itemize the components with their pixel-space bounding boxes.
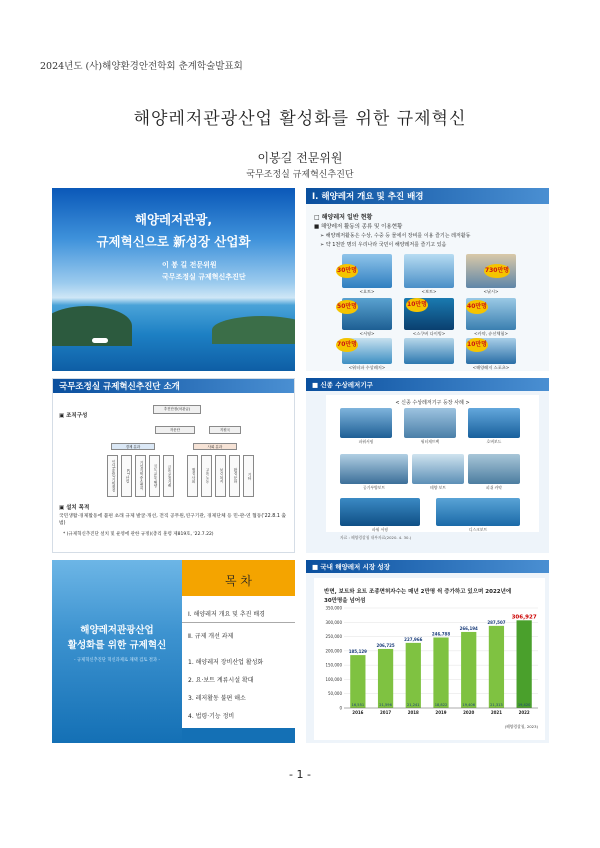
org-economy-division: 경제 분과 (111, 443, 155, 450)
photo-power-surfing (340, 408, 392, 438)
page-number: - 1 - (289, 768, 311, 781)
overview-bullet: ➢ 해양레저활동은 수상, 수중 등 물에서 장비를 이용 즐기는 레저활동 (320, 233, 471, 239)
source-note: 자료 : 해양경찰청 내부자료(2020. 4. 30.) (340, 535, 412, 540)
slide-cover (52, 188, 295, 371)
y-tick-label: 300,000 (325, 619, 342, 625)
bar-inner-label: 21,241 (406, 703, 420, 707)
toc-cover-title2: 활성화를 위한 규제혁신 (67, 640, 167, 651)
bar-inner-label: 19,406 (462, 703, 476, 707)
org-unit: 행정·사회 (187, 455, 198, 497)
caption: <카약, 슈선체험> (474, 331, 508, 336)
bar-inner-label: 18,822 (434, 703, 448, 707)
org-unit: 기업지원·중소벤처 (135, 455, 146, 497)
photo-solar-boat (412, 454, 464, 484)
section-bar (306, 378, 549, 391)
examples-title: < 신종 수상레저기구 등장 사례 > (395, 400, 470, 406)
badge-surfing: 50만명 (336, 300, 358, 314)
cover-presenter: 이 봉 길 전문위원 (162, 261, 217, 269)
org-unit: 인사(총괄)·기획재정 (107, 455, 118, 497)
bar-value-label: 227,966 (404, 636, 423, 642)
toc-item: 3. 레저활동 불편 해소 (188, 695, 246, 702)
author-affiliation: 국무조정실 규제혁신추진단 (246, 170, 354, 180)
item-caption: 공기부양보트 (362, 485, 385, 490)
photo-jetski (404, 338, 454, 364)
item-caption: 파워 서핑 (372, 527, 388, 532)
y-tick-label: 200,000 (325, 648, 342, 654)
toc-cover-title1: 해양레저관광산업 (80, 625, 154, 636)
caption: <보트> (421, 289, 437, 294)
section-title: 국무조정실 규제혁신추진단 소개 (59, 382, 180, 392)
org-unit: 기타 (243, 455, 254, 497)
toc-item: Ⅰ. 해양레저 개요 및 추진 배경 (188, 611, 265, 618)
toc-item: 4. 법령·기능 정비 (188, 713, 235, 720)
photo-water-jetpack (404, 408, 456, 438)
chart-desc-line1: 반면, 보트와 요트 조종면허자수는 매년 2만명 씩 증가하고 있으며 2022년에 (324, 589, 512, 595)
org-unit: 보건·복지 (215, 455, 226, 497)
item-caption: 디스크보트 (468, 527, 488, 532)
slide-toc (52, 560, 295, 743)
item-caption: 테양 보트 (430, 485, 446, 490)
org-unit: 고용·노동 (201, 455, 212, 497)
bar (433, 637, 448, 708)
bar-inner-label: 21,313 (490, 703, 503, 707)
bar-value-label: 185,129 (348, 649, 367, 655)
bar (517, 620, 532, 708)
bar-value-label: 206,725 (376, 642, 395, 648)
bar (406, 643, 421, 708)
photo-hoverboard (468, 408, 520, 438)
photo-disc-boat (436, 498, 520, 526)
x-tick-label: 2022 (518, 710, 530, 715)
item-caption: 파워서핑 (358, 439, 374, 444)
badge-sports: 10만명 (466, 338, 488, 352)
y-tick-label: 0 (339, 705, 342, 711)
x-tick-label: 2019 (435, 710, 447, 715)
bar (378, 649, 393, 708)
badge-yacht: 30만명 (336, 264, 358, 278)
boat-shape (92, 338, 108, 343)
bar-value-label: 266,194 (459, 625, 478, 631)
purpose-label: ▣ 설치 목적 (59, 505, 90, 511)
x-tick-label: 2017 (380, 710, 392, 715)
slide-overview (306, 188, 549, 371)
org-head-label: 추진단장 (163, 407, 178, 411)
conference-header: 2024년도 (사)해양환경안전학회 춘계학술발표회 (40, 61, 243, 72)
item-caption: 워터제트팩 (420, 439, 440, 444)
license-bar-chart (306, 560, 549, 743)
item-caption: 호버보드 (486, 439, 502, 444)
bar-inner-label: 16,551 (351, 703, 365, 707)
badge-waterpark: 70만명 (336, 338, 358, 352)
badge-fishing: 730만명 (484, 264, 510, 278)
caption: <워터파 수상레저> (348, 365, 386, 370)
slide-market-growth (306, 560, 549, 743)
purpose-text: 국민생활·경제활동에 불편 초래 규제 발굴·개선, 전직 공무원,연구기관, 경제단체 등 민-관-연 협동('22.8.1 출범) (59, 514, 287, 526)
y-tick-label: 350,000 (325, 605, 342, 611)
bar (350, 655, 365, 708)
toc-cover-sub: - 규제혁신추진단 혁신과제로 채택 검토 결과 - (73, 658, 160, 663)
toc-divider (182, 622, 295, 623)
x-tick-label: 2021 (490, 710, 502, 715)
cover-title-line1: 해양레저관광, (134, 212, 213, 227)
chart-desc-line2: 30만명을 넘어섬 (324, 598, 366, 604)
org-society-division: 사회 분과 (193, 443, 237, 450)
toc-title: 목 차 (225, 574, 252, 588)
section-title: ■ 국내 해양레저 시장 성장 (312, 563, 390, 571)
org-unit: 금융·공정거래 (163, 455, 174, 497)
cover-org: 국무조정실 규제혁신추진단 (162, 273, 246, 281)
x-tick-label: 2016 (352, 710, 364, 715)
island-shape (212, 316, 295, 344)
y-tick-label: 50,000 (328, 691, 342, 697)
cover-title-line2: 규제혁신으로 新성장 산업화 (96, 234, 251, 249)
badge-scuba: 10만명 (406, 298, 428, 312)
overview-bullet: ➢ 약 1천만 명의 우리나라 국민이 해양레저를 즐기고 있음 (320, 242, 447, 248)
y-tick-label: 150,000 (325, 662, 342, 668)
y-tick-label: 250,000 (325, 634, 342, 640)
caption: <낚시> (483, 289, 499, 294)
item-caption: 피쉬 카약 (486, 485, 502, 490)
section-title: Ⅰ. 해양레저 개요 및 추진 배경 (312, 192, 424, 202)
slide-new-craft (306, 378, 549, 553)
bar (461, 632, 476, 708)
section-bar (306, 188, 549, 204)
y-tick-label: 100,000 (325, 676, 342, 682)
author-name: 이봉길 전문위원 (257, 151, 343, 165)
toc-item: 2. 요·보트 계류시설 확대 (188, 677, 254, 684)
caption: <서핑> (359, 331, 375, 336)
purpose-note: * (규제혁신추진단 설치 및 운영에 관한 규정)(총리 훈령 제819호, '22.7.22) (63, 532, 214, 537)
org-unit: 국토·교통·해양 (149, 455, 160, 497)
overview-heading: □ 해양레저 일반 현황 (314, 214, 373, 221)
photo-fish-kayak (468, 454, 520, 484)
section-title: ■ 신종 수상레저기구 (312, 381, 373, 389)
caption: <요트> (359, 289, 375, 294)
photo-boat (404, 254, 454, 288)
bar-value-label: 287,507 (487, 619, 506, 625)
toc-item: 1. 해양레저 장비산업 활성화 (188, 659, 264, 666)
org-head-sub: (차관급) (177, 407, 191, 411)
bar-inner-label: 21,596 (379, 703, 392, 707)
bar-value-label: 246,788 (431, 631, 451, 637)
org-advisory: 자문단 (155, 426, 195, 434)
x-tick-label: 2018 (407, 710, 419, 715)
org-unit: 환경·문화 (229, 455, 240, 497)
photo-power-surfing-2 (340, 498, 420, 526)
toc-footer-bar (182, 728, 295, 743)
org-head (153, 405, 201, 414)
photo-air-boat (340, 454, 408, 484)
paper-title: 해양레저관광산업 활성화를 위한 규제혁신 (133, 109, 467, 129)
bar-inner-label: 19,420 (517, 703, 531, 707)
toc-cover-panel (52, 560, 182, 743)
section-bar (53, 379, 294, 393)
caption: <해양레저 스포츠> (472, 365, 510, 370)
caption: <스쿠버 다이빙> (412, 331, 446, 336)
badge-kayak: 40만명 (466, 300, 488, 314)
slide-org-intro (52, 378, 295, 553)
bar (489, 626, 504, 708)
org-unit: ICT·산업 (121, 455, 132, 497)
bar-value-label: 306,927 (511, 614, 537, 621)
chart-source: (해양경찰청, 2023) (504, 724, 538, 729)
org-support: 지원국 (209, 426, 241, 434)
toc-item: Ⅱ. 규제 개선 과제 (188, 633, 234, 640)
org-label: ▣ 조직구성 (59, 413, 88, 419)
overview-subheading: ■ 해양레저 활동의 종류 및 이용현황 (314, 224, 403, 230)
x-tick-label: 2020 (463, 710, 475, 715)
